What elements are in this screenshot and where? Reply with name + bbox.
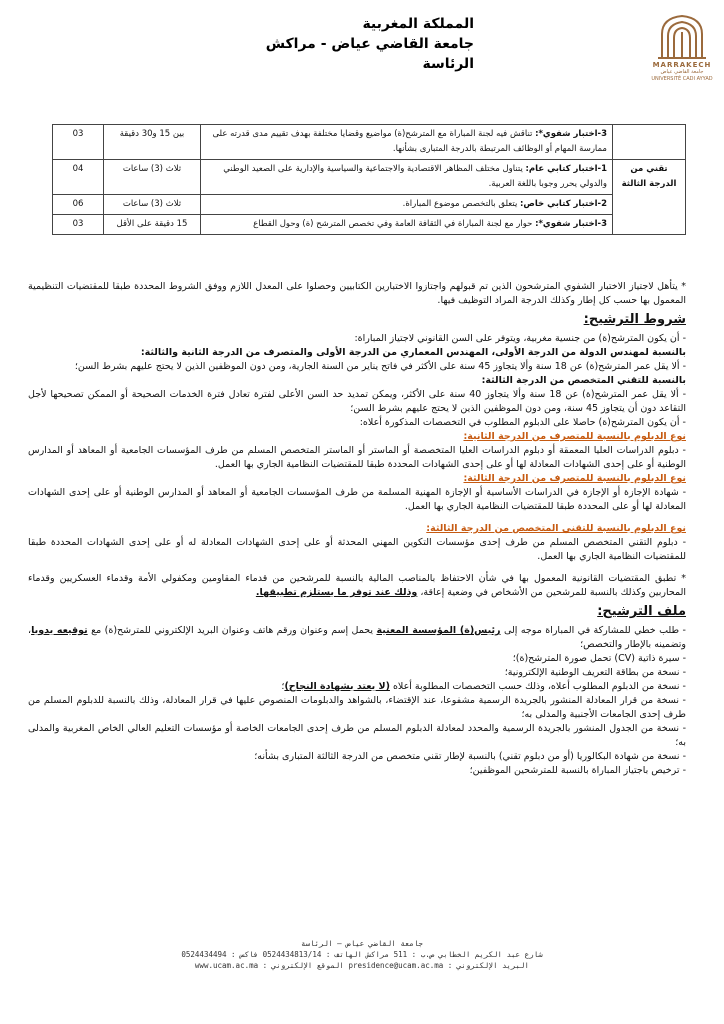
diploma-admin-2: - دبلوم الدراسات العليا المعمقة أو دبلوم الدراسات العليا المتخصصة أو الماستر أو الماستر المتخصص المسلم من طرف المؤسسات الجامعية أو المعاهد أو المدارس الوطنية أو على إحدى الشهادات المعادلة لها أو على إحدى الشهادات المحددة طبقا للمقتضيات النظامية الجاري بها العمل. [28, 445, 686, 470]
dossier-item-cv: - سيرة ذاتية (CV) تحمل صورة المترشح(ة)؛ [512, 653, 686, 664]
footer-contact: البريد الإلكتروني : presidence@ucam.ac.ma الموقع الإلكتروني : www.ucam.ac.ma [194, 961, 530, 970]
diploma-admin-3: - شهادة الإجازة أو الإجازة في الدراسات الأساسية أو الإجازة المهنية المسلمة من طرف المؤسسات الجامعية أو المعاهد أو المدارس الوطنية أو على إحدى الشهادات المعادلة لها أو على المحددة طبقا للمقتضيات النظامية الجاري بها العمل. [28, 487, 686, 512]
exam-duration: ثلاث (3) ساعات [104, 195, 201, 215]
exam-description: 2-اختبار كتابي خاص: يتعلق بالتخصص موضوع المباراة. [201, 195, 613, 215]
university-logo [650, 12, 714, 92]
diploma-heading-technician: نوع الدبلوم بالنسبة للتقني المتخصص من الدرجة الثالثة: [426, 523, 686, 534]
table-row [53, 215, 686, 235]
footer-address: شارع عبد الكريم الخطابي ص.ب : 511 مراكش الهاتف : 0524434813/14 فاكس : 0524434494 [181, 950, 543, 959]
dossier-item-bac: - نسخة من شهادة البكالوريا (أو من دبلوم تقني) بالنسبة لإطار تقني متخصص من الدرجة الثالثة المتبارى بشأنه؛ [254, 751, 686, 762]
page-footer [80, 938, 644, 971]
footer-title: جامعة القاضي عياض – الرئاسة [301, 939, 423, 948]
exam-coefficient: 03 [53, 215, 104, 235]
condition-diploma: - أن يكون المترشح(ة) حاصلا على الدبلوم المطلوب في التخصصات المذكورة أعلاه: [359, 417, 686, 428]
grade-cell: تقني من الدرجة الثالثة [613, 160, 686, 235]
university-title: جامعة القاضي عياض - مراكش [265, 36, 474, 52]
diploma-technician: - دبلوم التقني المتخصص المسلم من طرف إحدى مؤسسات التكوين المهني المحدثة أو على إحدى الشهادات المعادلة له أو على إحدى الشهادات المحددة طبقا للمقتضيات النظامية الجاري بها العمل. [28, 537, 686, 562]
dossier-item-equivalence: - نسخة من قرار المعادلة المنشور بالجريدة الرسمية مشفوعا، عند الإقتضاء، بالشواهد والدبلومات المنصوص عليها في قرار المعادلة، وذلك بالنسبة للدبلوم المسلم من طرف إحدى الجامعات الأجنبية والمدلى به؛ [28, 695, 686, 720]
logo-text-french: UNIVERSITÉ CADI AYYAD [651, 76, 713, 82]
exam-duration: بين 15 و30 دقيقة [104, 125, 201, 160]
diploma-heading-admin-3: نوع الدبلوم بالنسبة للمتصرف من الدرجة الثالثة: [463, 473, 686, 484]
exam-coefficient: 04 [53, 160, 104, 195]
exam-description: 3-اختبار شفوي*: تناقش فيه لجنة المباراة مع المترشح(ة) مواضيع وقضايا مختلفة بهدف تقييم مدى قدرته على ممارسة المهام أو الوظائف المرتبطة بالدرجة المتبارى بشأنها. [201, 125, 613, 160]
dossier-item-id: - نسخة من بطاقة التعريف الوطنية الإلكترونية؛ [504, 667, 686, 678]
technician-age-heading: بالنسبة للتقني المتخصص من الدرجة الثالثة: [481, 375, 686, 386]
exam-coefficient: 06 [53, 195, 104, 215]
exam-description: 3-اختبار شفوي*: حوار مع لجنة المباراة في الثقافة العامة وفي تخصص المترشح (ة) وحول القطاع [201, 215, 613, 235]
palm-logo-icon [654, 12, 710, 60]
condition-nationality: - أن يكون المترشح(ة) من جنسية مغربية، ويتوفر على السن القانوني لاجتياز المباراة: [354, 333, 686, 344]
dossier-item-private-equivalence: - نسخة من الجدول المنشور بالجريدة الرسمية والمحدد لمعادلة الدبلوم المسلم من طرف إحدى الجامعات الخاصة أو مؤسسات التعليم العالي الخاص المغربية والمدلى به؛ [28, 723, 686, 748]
dossier-title: ملف الترشيح: [597, 604, 686, 619]
exam-coefficient: 03 [53, 125, 104, 160]
exam-description: 1-اختبار كتابي عام: يتناول مختلف المظاهر الاقتصادية والاجتماعية والسياسية والإدارية على الصعيد الوطني والدولي يحرر وجوبا باللغة العربية. [201, 160, 613, 195]
oral-exam-note: * يتأهل لاجتياز الاختبار الشفوي المترشحون الذين تم قبولهم واجتازوا الاختبارين الكتابيين وحصلوا على المعدل اللازم ووفق الشروط المحددة طبقا للمقتضيات التنظيمية المعمول بها حسب كل إطار وكذلك الدرجة المراد التوظيف فيها. [28, 281, 686, 306]
table-row [53, 125, 686, 160]
exam-duration: ثلاث (3) ساعات [104, 160, 201, 195]
technician-age-rule: - ألا يقل عمر المترشح(ة) عن 18 سنة وألا يتجاوز 40 سنة على الأكثر، ويمكن تمديد حد السن الأعلى لفترة تعادل فترة الخدمات الصحيحة أو الممكن تصحيحها لأجل التقاعد دون أن يتجاوز 45 سنة، ومن دون الموظفين الذين لا يحتج عليهم بشرط السن؛ [28, 389, 687, 414]
conditions-title: شروط الترشيح: [583, 312, 686, 327]
engineer-age-rule: - ألا يقل عمر المترشح(ة) عن 18 سنة وألا يتجاوز 45 سنة على الأكثر في فاتح يناير من السنة الجارية، ومن دون الموظفين الذين لا يحتج عليهم بشرط السن؛ [74, 361, 686, 372]
reserved-posts-note: * تطبق المقتضيات القانونية المعمول بها في شأن الاحتفاظ بالمناصب المالية بالنسبة للمرشحين من قدماء المقاومين ومكفولي الأمة وقدماء العسكريين وقدماء المحاربين وكذلك بالنسبة للمرشحين من الأشخاص في وضعية إعاقة، وذلك عند توفر ما يستلزم تطبيقها. [28, 573, 686, 598]
dossier-item-authorization: - ترخيص باجتياز المباراة بالنسبة للمترشحين الموظفين؛ [469, 765, 686, 776]
presidency-title: الرئاسة [422, 56, 474, 72]
table-row [53, 160, 686, 195]
exam-table [52, 124, 686, 235]
dossier-item-request: - طلب خطي للمشاركة في المباراة موجه إلى رئيس(ة) المؤسسة المعنية يحمل إسم وعنوان ورقم هاتف وعنوان البريد الإلكتروني للمترشح(ة) مع توقيعه يدويا، وتضمينه بالإطار والتخصص؛ [28, 625, 686, 650]
logo-text-arabic: جامعة القاضي عياض [660, 69, 704, 75]
kingdom-title: المملكة المغربية [362, 16, 474, 32]
header-titles [214, 14, 474, 74]
logo-text-city: MARRAKECH [652, 61, 712, 69]
grade-cell-empty [613, 125, 686, 160]
exam-duration: 15 دقيقة على الأقل [104, 215, 201, 235]
table-row [53, 195, 686, 215]
document-body [28, 280, 686, 778]
diploma-heading-admin-2: نوع الدبلوم بالنسبة للمتصرف من الدرجة الثانية: [463, 431, 686, 442]
engineer-age-heading: بالنسبة لمهندس الدولة من الدرجة الأولى، المهندس المعماري من الدرجة الأولى والمتصرف من الدرجة الثانية والثالثة: [140, 347, 686, 358]
dossier-item-diploma: - نسخة من الدبلوم المطلوب أعلاه، وذلك حسب التخصصات المطلوبة أعلاه (لا يعتد بشهادة النجاح)؛ [281, 681, 686, 692]
